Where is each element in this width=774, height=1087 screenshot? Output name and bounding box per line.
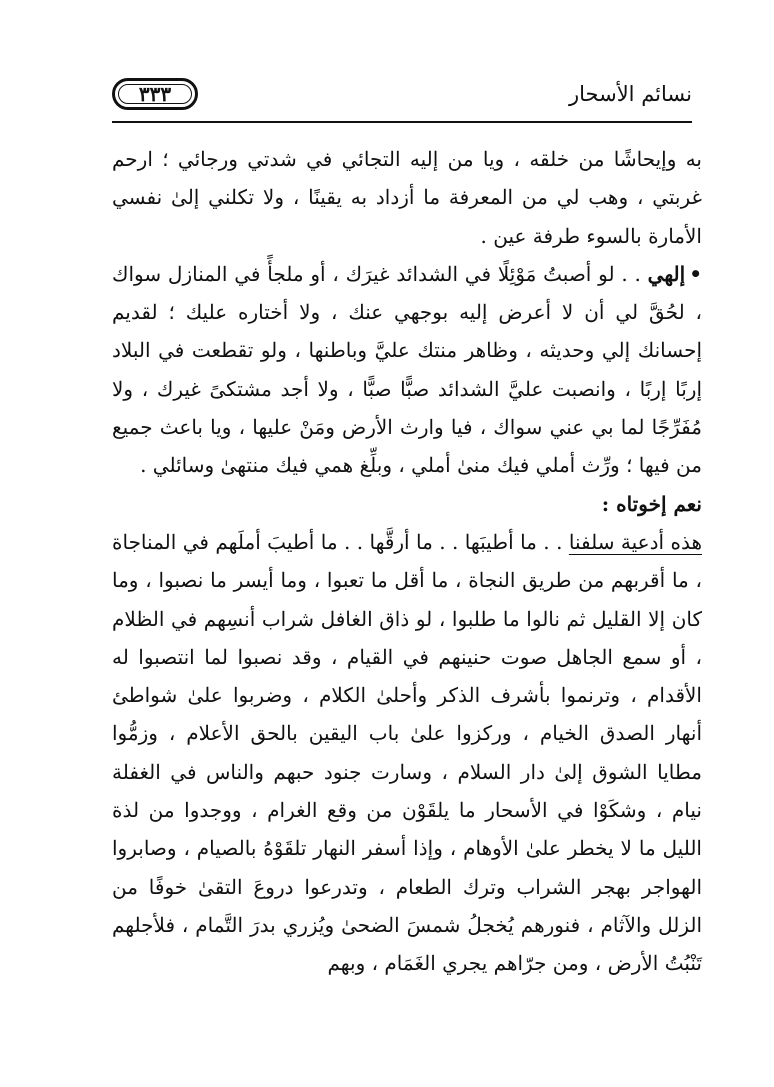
section-subheading	[112, 485, 702, 523]
paragraph	[112, 255, 702, 485]
page-number: ٣٣٣	[138, 82, 172, 106]
paragraph	[112, 523, 702, 983]
subheading-text: نعم إخوتاه :	[601, 491, 702, 516]
book-title: نسائم الأسحار	[569, 82, 692, 106]
paragraph	[112, 140, 702, 255]
bullet-icon: •	[689, 261, 702, 286]
page-number-badge	[112, 78, 198, 110]
header-divider	[112, 121, 692, 123]
body-text	[112, 140, 702, 983]
paragraph-text: . . ما أطيبَها . . ما أرقَّها . . ما أطيبَ أملَهم في المناجاة ، ما أقربهم من طريق النجاة ، ما أقل ما تعبوا ، وما أيسر ما نصبوا ، وما كان إلا القليل ثم نالوا ما طلبوا ، لو ذاق الغافل شراب أنسِهم في الظلام ، أو سمع الجاهل صوت حنينهم في القيام ، وقد نصبوا لما انتصبوا له الأقدام ، وترنموا بأشرف الذكر وأحلىٰ الكلام ، وضربوا علىٰ شواطئ أنهار الصدق الخيام ، وركزوا علىٰ باب اليقين بالحق الأعلام ، وزمُّوا مطايا الشوق إلىٰ دار السلام ، وسارت جنود حبهم والناس في الغفلة نيام ، وشكَوْا في الأسحار ما يلقَوْن من وقع الغرام ، ووجدوا من لذة الليل ما لا يخطر علىٰ الأوهام ، وإذا أسفر النهار تلقَوْهُ بالصيام ، وصابروا الهواجر بهجر الشراب وترك الطعام ، وتدرعوا دروعَ التقىٰ خوفًا من الزلل والآثام ، فنورهم يُخجلُ شمسَ الضحىٰ ويُزري بدرَ التَّمام ، فلأجلهم تَنْبُتُ الأرض ، ومن جرّاهم يجري الغَمَام ، وبهم	[112, 529, 703, 976]
paragraph-text: . . لو أصبتُ مَوْئِلًا في الشدائد غيرَك ، أو ملجأً في المنازل سواك ، لحُقَّ لي أن لا أعرض إليه بوجهي عنك ، ولا أختاره عليك ؛ لقديم إحسانك إلي وحديثه ، وظاهر منتك عليَّ وباطنها ، ولو تقطعت في البلاد إربًا إربًا ، وانصبت عليَّ الشدائد صبًّا صبًّا ، ولا أجد مشتكىً غيرك ، ولا مُفَرِّجًا لما بي عني سواك ، فيا وارث الأرض ومَنْ عليها ، ويا باعث جميع من فيها ؛ ورِّث أملي فيك منىٰ أملي ، وبلِّغ همي فيك منتهىٰ وسائلي .	[112, 261, 702, 478]
paragraph-lead: إلهي	[647, 261, 686, 286]
underlined-phrase: هذه أدعية سلفنا	[568, 529, 702, 554]
paragraph-text: به وإيحاشًا من خلقه ، ويا من إليه التجائي في شدتي ورجائي ؛ ارحم غربتي ، وهب لي من المعرفة ما أزداد به يقينًا ، ولا تكلني إلىٰ نفسي الأمارة بالسوء طرفة عين .	[112, 147, 702, 248]
running-header	[112, 74, 692, 118]
